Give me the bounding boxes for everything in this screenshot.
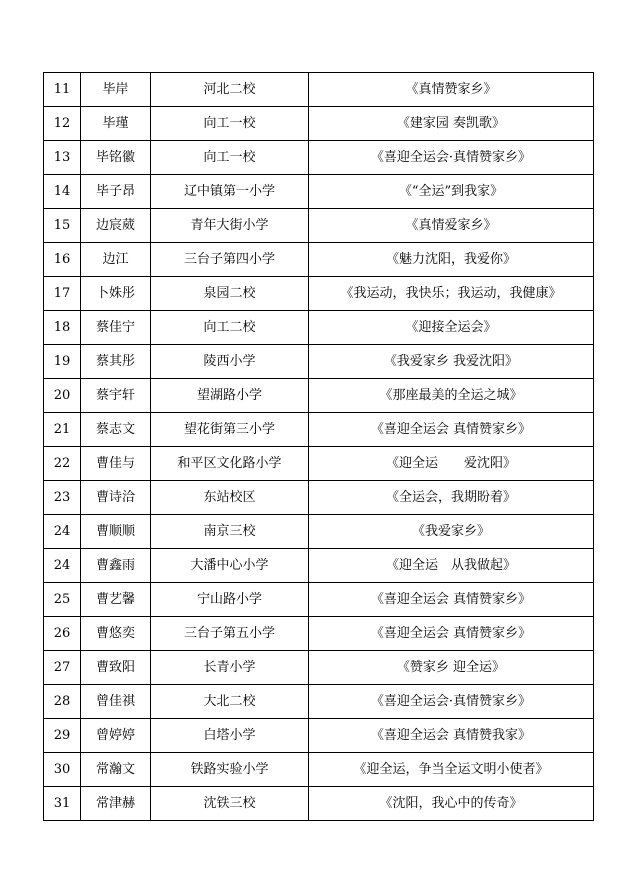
entry-title-cell: 《迎接全运会》	[309, 311, 594, 345]
school-name-cell: 宁山路小学	[151, 583, 309, 617]
school-name-cell: 沈铁三校	[151, 787, 309, 821]
table-row	[44, 617, 594, 651]
table-row	[44, 447, 594, 481]
school-name-cell: 南京三校	[151, 515, 309, 549]
school-name-cell: 望花街第三小学	[151, 413, 309, 447]
table-row	[44, 209, 594, 243]
student-name-cell: 边宸葳	[81, 209, 151, 243]
entry-title-cell: 《赞家乡 迎全运》	[309, 651, 594, 685]
entry-title-cell: 《喜迎全运会 真情赞家乡》	[309, 583, 594, 617]
table-row	[44, 651, 594, 685]
student-name-cell: 曹佳与	[81, 447, 151, 481]
entry-title-cell: 《喜迎全运会 真情赞家乡》	[309, 413, 594, 447]
entry-title-cell: 《魅力沈阳，我爱你》	[309, 243, 594, 277]
table-row	[44, 345, 594, 379]
school-name-cell: 望湖路小学	[151, 379, 309, 413]
student-name-cell: 常瀚文	[81, 753, 151, 787]
row-number-cell: 12	[44, 107, 81, 141]
student-name-cell: 毕子昂	[81, 175, 151, 209]
row-number-cell: 27	[44, 651, 81, 685]
entry-title-cell: 《迎全运 从我做起》	[309, 549, 594, 583]
row-number-cell: 18	[44, 311, 81, 345]
student-name-cell: 毕瑾	[81, 107, 151, 141]
table-row	[44, 243, 594, 277]
row-number-cell: 20	[44, 379, 81, 413]
school-name-cell: 陵西小学	[151, 345, 309, 379]
row-number-cell: 15	[44, 209, 81, 243]
school-name-cell: 三台子第五小学	[151, 617, 309, 651]
row-number-cell: 22	[44, 447, 81, 481]
student-name-cell: 边江	[81, 243, 151, 277]
entry-title-cell: 《真情爱家乡》	[309, 209, 594, 243]
school-name-cell: 泉园二校	[151, 277, 309, 311]
school-name-cell: 铁路实验小学	[151, 753, 309, 787]
row-number-cell: 21	[44, 413, 81, 447]
table-row	[44, 141, 594, 175]
row-number-cell: 24	[44, 549, 81, 583]
table-row	[44, 379, 594, 413]
row-number-cell: 11	[44, 73, 81, 107]
row-number-cell: 28	[44, 685, 81, 719]
row-number-cell: 19	[44, 345, 81, 379]
row-number-cell: 31	[44, 787, 81, 821]
entry-title-cell: 《那座最美的全运之城》	[309, 379, 594, 413]
row-number-cell: 14	[44, 175, 81, 209]
entry-title-cell: 《我爱家乡 我爱沈阳》	[309, 345, 594, 379]
entry-title-cell: 《喜迎全运会 真情赞家乡》	[309, 617, 594, 651]
row-number-cell: 16	[44, 243, 81, 277]
entry-title-cell: 《建家园 奏凯歌》	[309, 107, 594, 141]
student-name-cell: 蔡志文	[81, 413, 151, 447]
student-name-cell: 毕岸	[81, 73, 151, 107]
row-number-cell: 29	[44, 719, 81, 753]
student-name-cell: 曹诗洽	[81, 481, 151, 515]
row-number-cell: 30	[44, 753, 81, 787]
row-number-cell: 13	[44, 141, 81, 175]
school-name-cell: 长青小学	[151, 651, 309, 685]
roster-table-body	[44, 73, 594, 821]
entry-title-cell: 《“全运”到我家》	[309, 175, 594, 209]
student-name-cell: 曹艺馨	[81, 583, 151, 617]
entry-title-cell: 《我爱家乡》	[309, 515, 594, 549]
student-name-cell: 卜姝彤	[81, 277, 151, 311]
table-row	[44, 73, 594, 107]
student-name-cell: 蔡佳宁	[81, 311, 151, 345]
entry-title-cell: 《真情赞家乡》	[309, 73, 594, 107]
table-row	[44, 107, 594, 141]
table-row	[44, 515, 594, 549]
table-row	[44, 719, 594, 753]
entry-title-cell: 《喜迎全运会·真情赞家乡》	[309, 141, 594, 175]
school-name-cell: 青年大街小学	[151, 209, 309, 243]
row-number-cell: 26	[44, 617, 81, 651]
table-row	[44, 481, 594, 515]
school-name-cell: 向工一校	[151, 141, 309, 175]
table-row	[44, 549, 594, 583]
table-row	[44, 685, 594, 719]
student-name-cell: 蔡宇轩	[81, 379, 151, 413]
school-name-cell: 向工一校	[151, 107, 309, 141]
student-name-cell: 毕铭徽	[81, 141, 151, 175]
roster-sheet	[43, 72, 593, 821]
table-row	[44, 277, 594, 311]
entry-title-cell: 《迎全运 爱沈阳》	[309, 447, 594, 481]
row-number-cell: 23	[44, 481, 81, 515]
entry-title-cell: 《全运会，我期盼着》	[309, 481, 594, 515]
school-name-cell: 东站校区	[151, 481, 309, 515]
student-name-cell: 曹致阳	[81, 651, 151, 685]
student-name-cell: 蔡其彤	[81, 345, 151, 379]
table-row	[44, 175, 594, 209]
student-name-cell: 曹顺顺	[81, 515, 151, 549]
entry-title-cell: 《喜迎全运会·真情赞家乡》	[309, 685, 594, 719]
table-row	[44, 413, 594, 447]
school-name-cell: 和平区文化路小学	[151, 447, 309, 481]
entry-title-cell: 《迎全运，争当全运文明小使者》	[309, 753, 594, 787]
school-name-cell: 大潘中心小学	[151, 549, 309, 583]
school-name-cell: 白塔小学	[151, 719, 309, 753]
row-number-cell: 17	[44, 277, 81, 311]
school-name-cell: 三台子第四小学	[151, 243, 309, 277]
roster-table	[43, 72, 594, 821]
row-number-cell: 24	[44, 515, 81, 549]
table-row	[44, 311, 594, 345]
row-number-cell: 25	[44, 583, 81, 617]
student-name-cell: 曾佳祺	[81, 685, 151, 719]
table-row	[44, 583, 594, 617]
school-name-cell: 河北二校	[151, 73, 309, 107]
entry-title-cell: 《喜迎全运会 真情赞我家》	[309, 719, 594, 753]
entry-title-cell: 《我运动，我快乐；我运动，我健康》	[309, 277, 594, 311]
student-name-cell: 曹鑫雨	[81, 549, 151, 583]
student-name-cell: 常津赫	[81, 787, 151, 821]
student-name-cell: 曹悠奕	[81, 617, 151, 651]
school-name-cell: 辽中镇第一小学	[151, 175, 309, 209]
student-name-cell: 曾婷婷	[81, 719, 151, 753]
school-name-cell: 大北二校	[151, 685, 309, 719]
entry-title-cell: 《沈阳，我心中的传奇》	[309, 787, 594, 821]
school-name-cell: 向工二校	[151, 311, 309, 345]
table-row	[44, 787, 594, 821]
table-row	[44, 753, 594, 787]
